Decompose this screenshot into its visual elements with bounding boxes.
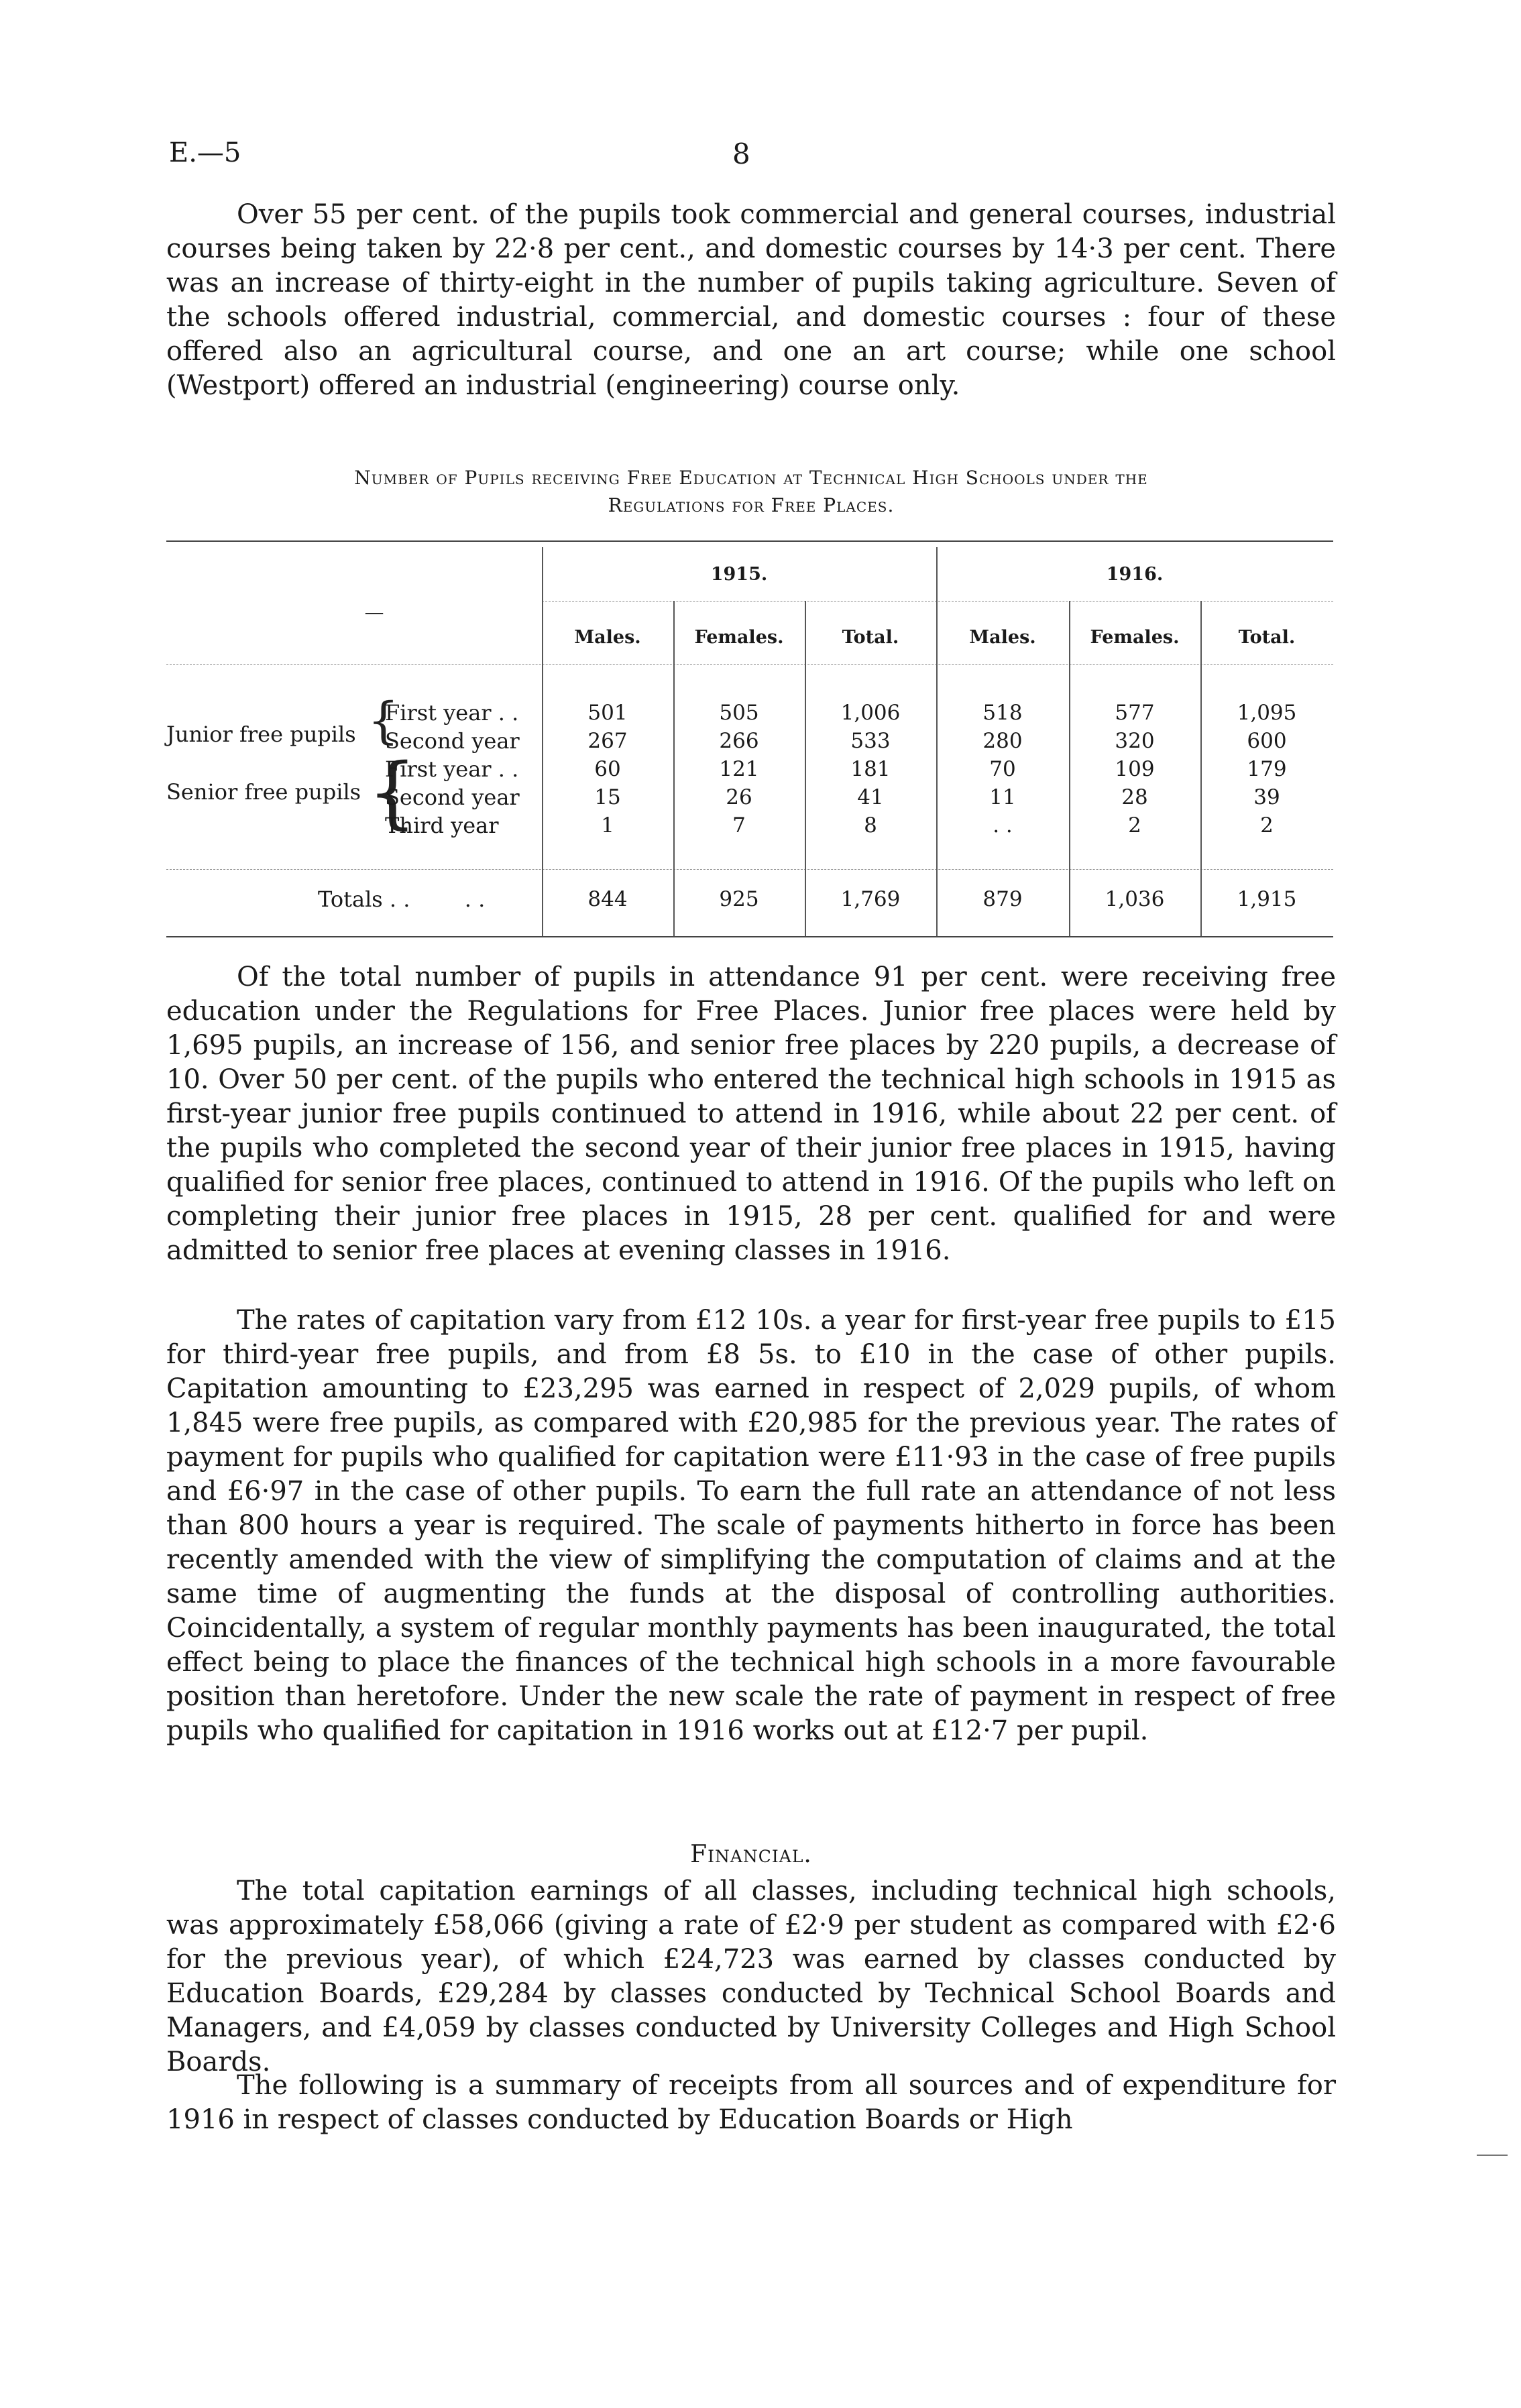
totals-overline: [166, 869, 1333, 870]
table-cell: 70: [989, 757, 1016, 781]
page-number: 8: [732, 137, 750, 170]
table-cell: 1: [601, 813, 614, 838]
table-cell: 280: [982, 729, 1023, 753]
total-cell: 844: [587, 887, 628, 911]
table-cell: 11: [989, 785, 1016, 809]
paragraph-courses-text: Over 55 per cent. of the pupils took commercial and general courses, industrial courses being taken by 22·8 per cent., and domestic courses by 14·3 per cent. There was an increase of thirty-eight in the number of pupils taking agriculture. Seven of the schools offered industrial, commercial, and domestic courses : four of these offered also an agricultural course, and one an art course; while one school (Westport) offered an industrial (engineering) course only.: [166, 199, 1336, 401]
paragraph-earnings: [166, 1874, 1336, 2079]
page-reference: E.—5: [169, 137, 241, 168]
total-cell: 1,915: [1237, 887, 1297, 911]
table-cell: 600: [1247, 729, 1287, 753]
table-cell: 26: [726, 785, 752, 809]
senior-brace: {: [368, 747, 417, 838]
table-cell: 505: [719, 701, 759, 725]
junior-brace: {: [368, 692, 400, 750]
table-cell: 267: [587, 729, 628, 753]
table-title-line1: Number of Pupils receiving Free Education at Technical High Schools under the: [354, 467, 1148, 489]
col-males-1915: Males.: [574, 627, 641, 648]
total-cell: 879: [982, 887, 1023, 911]
table-cell: 320: [1115, 729, 1155, 753]
table-cell: 2: [1260, 813, 1274, 838]
page-header: [169, 137, 1349, 178]
table-cell: 181: [850, 757, 891, 781]
margin-mark: [1477, 2155, 1508, 2156]
table-cell: 1,095: [1237, 701, 1297, 725]
table-cell: 41: [857, 785, 884, 809]
senior-free-pupils-label: Senior free pupils: [166, 779, 361, 805]
paragraph-summary: [166, 2069, 1336, 2137]
table-title: [166, 464, 1336, 519]
table-title-line2: Regulations for Free Places.: [608, 494, 895, 516]
col-females-1915: Females.: [694, 627, 784, 648]
col-total-1916: Total.: [1238, 627, 1296, 648]
table-cell: 577: [1115, 701, 1155, 725]
paragraph-attendance-text: Of the total number of pupils in attendance 91 per cent. were receiving free education under the Regulations for Free Places. Junior free places were held by 1,695 pupils, an increase of 156, and senior free places by 220 pupils, a decrease of 10. Over 50 per cent. of the pupils who entered the technical high schools in 1915 as first-year junior free pupils continued to attend in 1916, while about 22 per cent. of the pupils who completed the second year of their junior free places in 1915, having qualified for senior free places, continued to attend in 1916. Of the pupils who left on completing their junior free places in 1915, 28 per cent. qualified for and were admitted to senior free places at evening classes in 1916.: [166, 962, 1336, 1266]
corner-dash: —: [364, 601, 384, 624]
col-total-1915: Total.: [842, 627, 899, 648]
section-heading-financial: Financial.: [690, 1841, 812, 1868]
row-sublabel: Third year: [385, 813, 499, 838]
table-cell: 501: [587, 701, 628, 725]
col-males-1916: Males.: [969, 627, 1036, 648]
row-sublabel: First year . .: [385, 700, 519, 726]
total-cell: 925: [719, 887, 759, 911]
paragraph-capitation-text: The rates of capitation vary from £12 10s. a year for first-year free pupils to £15 for third-year free pupils, and from £8 5s. to £10 in the case of other pupils. Capitation amounting to £23,295 was earned in respect of 2,029 pupils, of whom 1,845 were free pupils, as compared with £20,985 for the previous year. The rates of payment for pupils who qualified for capitation were £11·93 in the case of free pupils and £6·97 in the case of other pupils. To earn the full rate an attendance of not less than 800 hours a year is required. The scale of payments hitherto in force has been recently amended with the view of simplifying the computation of claims and at the same time of augmenting the funds at the disposal of controlling authorities. Coincidentally, a system of regular monthly payments has been inaugurated, the total effect being to place the finances of the technical high schools in a more favourable position than heretofore. Under the new scale the rate of payment in respect of free pupils who qualified for capitation in 1916 works out at £12·7 per pupil.: [166, 1305, 1336, 1746]
paragraph-courses: [166, 198, 1336, 403]
table-cell: 7: [732, 813, 746, 838]
table-cell: 179: [1247, 757, 1287, 781]
table-cell: 28: [1121, 785, 1148, 809]
paragraph-attendance: [166, 960, 1336, 1268]
total-cell: 1,769: [840, 887, 901, 911]
table-cell: 266: [719, 729, 759, 753]
junior-free-pupils-label: Junior free pupils: [166, 722, 356, 747]
header-underline: [166, 664, 1333, 665]
table-cell: 39: [1253, 785, 1280, 809]
table-cell: 2: [1128, 813, 1141, 838]
table-cell: 109: [1115, 757, 1155, 781]
paragraph-summary-text: The following is a summary of receipts from all sources and of expenditure for 1916 in respect of classes conducted by Education Boards or High: [166, 2070, 1336, 2135]
paragraph-earnings-text: The total capitation earnings of all classes, including technical high schools, was approximately £58,066 (giving a rate of £2·9 per student as compared with £2·6 for the previous year), of which £24,723 was earned by classes conducted by Education Boards, £29,284 by classes conducted by Technical School Boards and Managers, and £4,059 by classes conducted by University Colleges and High School Boards.: [166, 1876, 1336, 2077]
row-sublabel: First year . .: [385, 756, 519, 782]
row-sublabel: Second year: [385, 785, 520, 810]
table-cell: 1,006: [840, 701, 901, 725]
table-cell: . .: [993, 813, 1013, 838]
table-cell: 121: [719, 757, 759, 781]
table-cell: 15: [594, 785, 621, 809]
free-pupils-table: [166, 540, 1333, 937]
table-cell: 518: [982, 701, 1023, 725]
year-1915: 1915.: [710, 564, 768, 585]
row-sublabel: Second year: [385, 728, 520, 754]
totals-label: Totals . . . .: [318, 886, 486, 912]
total-cell: 1,036: [1105, 887, 1165, 911]
table-bottom-rule: [166, 936, 1333, 937]
table-cell: 60: [594, 757, 621, 781]
paragraph-capitation: [166, 1304, 1336, 1748]
table-top-rule: [166, 540, 1333, 542]
year-1916: 1916.: [1106, 564, 1164, 585]
table-cell: 533: [850, 729, 891, 753]
table-cell: 8: [864, 813, 877, 838]
col-females-1916: Females.: [1090, 627, 1180, 648]
